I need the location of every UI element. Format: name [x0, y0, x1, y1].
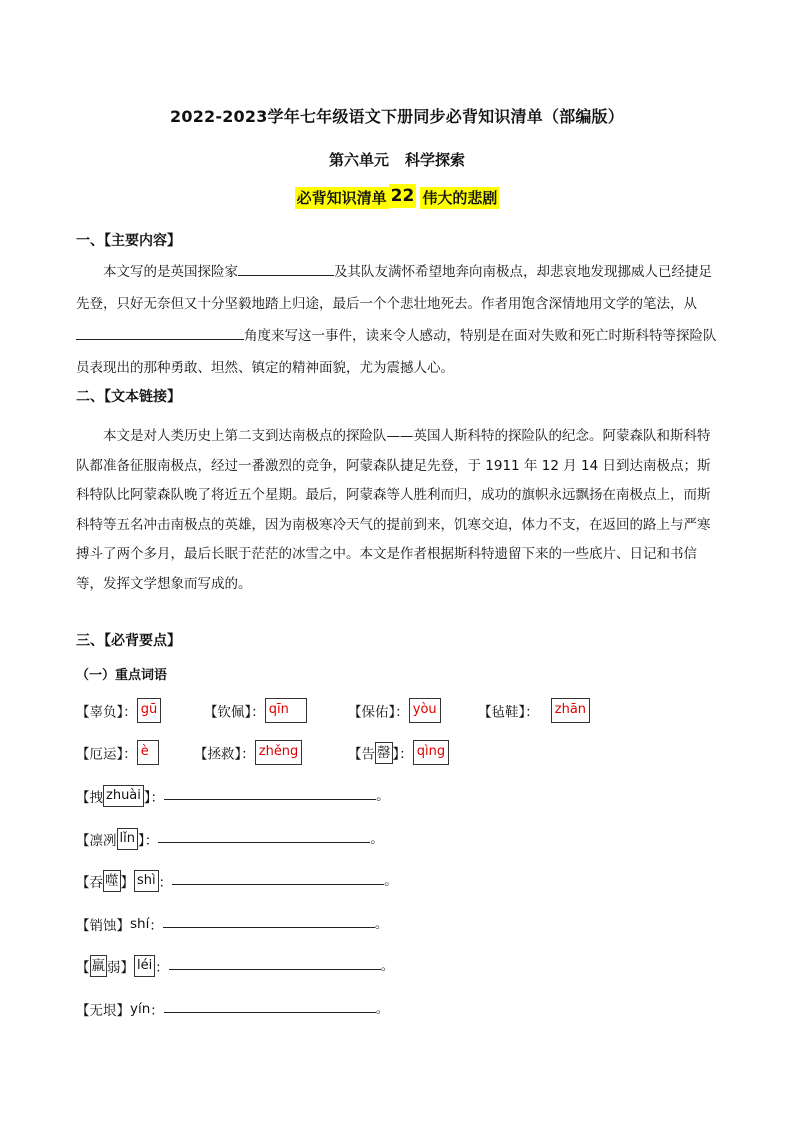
vocab-item	[76, 698, 161, 723]
text-link-body: 本文是对人类历史上第二支到达南极点的探险队——英国人斯科特的探险队的纪念。阿蒙森队和斯科特队都准备征服南极点，经过一番激烈的竞争，阿蒙森队捷足先登，于 1911 年 12 月 14 日到达南极点；斯科特队比阿蒙森队晚了将近五个星期。最后，阿蒙森等人胜利而归，成功的旗帜永远飘扬在南极点上，而斯科特等五名冲击南极点的英雄，因为南极寒冷天气的提前到来，饥寒交迫，体力不支，在返回的路上与严寒搏斗了两个多月，最后长眠于茫茫的冰雪之中。本文是作者根据斯科特遗留下来的一些底片、日记和书信等，发挥文学想象而写成的。	[76, 428, 711, 592]
pinyin-answer[interactable]: qìng	[413, 740, 449, 765]
vocab-item	[478, 698, 590, 723]
vocab-word: 【辜负】：	[76, 704, 137, 721]
vocab-word-end: 】：	[392, 746, 413, 763]
vocab-word: 【厄运】：	[76, 746, 137, 763]
vocab-item	[76, 740, 159, 765]
pinyin-answer[interactable]: zhěng	[255, 740, 303, 765]
section-heading-key-points: 三、【必背要点】	[76, 633, 181, 649]
fill-end: 。	[376, 788, 390, 804]
vocab-word: 【保佑】：	[348, 704, 409, 721]
pinyin-answer[interactable]: zhān	[551, 698, 590, 723]
fill-row	[76, 784, 390, 810]
document-title: 2022-2023学年七年级语文下册同步必背知识清单（部编版）	[170, 107, 624, 126]
pinyin-answer[interactable]: yòu	[409, 698, 441, 723]
pinyin-answer[interactable]: qīn	[265, 698, 307, 723]
fill-word: 【	[76, 960, 90, 976]
definition-blank[interactable]	[169, 957, 381, 970]
fill-bracket: 】	[120, 875, 134, 891]
vocab-item	[194, 740, 302, 765]
fill-end: 。	[375, 1001, 390, 1017]
definition-blank[interactable]	[172, 872, 384, 885]
fill-end: 。	[384, 873, 398, 889]
fill-colon: ：	[149, 918, 163, 934]
vocab-item	[348, 740, 449, 765]
unit-name: 科学探索	[405, 151, 466, 169]
fill-word: 【无垠】	[76, 1003, 130, 1019]
fill-row	[76, 997, 389, 1023]
blank-angle[interactable]	[76, 325, 244, 340]
boxed-char: 羸	[90, 955, 108, 977]
unit-label: 第六单元	[328, 151, 389, 169]
para-text-b: 及其队友满怀希望地奔向南极点，却悲哀地发现挪威人已经捷足先登，只好无奈但又十分坚毅地踏上归途，最后一个个悲壮地死去。作者用饱含深情地用文学的笔法，从	[76, 264, 712, 312]
fill-colon: 】：	[143, 790, 165, 806]
vocab-word: 【毡鞋】：	[478, 704, 539, 721]
pinyin-answer[interactable]: è	[137, 740, 159, 765]
list-number: 22	[390, 186, 415, 206]
definition-blank[interactable]	[163, 915, 375, 928]
unit-title	[0, 149, 794, 170]
definition-blank[interactable]	[164, 1000, 376, 1013]
fill-colon: ：	[155, 960, 169, 976]
vocab-word: 【钦佩】：	[204, 704, 265, 721]
pinyin-box: lǐn	[117, 828, 138, 850]
fill-word: 【拽	[76, 790, 103, 806]
blank-explorer[interactable]	[238, 261, 334, 276]
definition-blank[interactable]	[158, 830, 370, 843]
section-heading-main-content: 一、【主要内容】	[76, 233, 181, 249]
vocab-item	[348, 698, 441, 723]
fill-row	[76, 954, 394, 980]
lesson-name: 伟大的悲剧	[422, 189, 498, 207]
vocab-item	[204, 698, 307, 723]
pinyin-box: zhuài	[103, 785, 144, 807]
fill-row	[76, 869, 398, 895]
fill-bracket: 弱】	[107, 960, 134, 976]
pinyin-text: shí	[130, 916, 150, 932]
pinyin-answer[interactable]: gū	[137, 698, 162, 723]
fill-row	[76, 912, 388, 938]
list-title	[0, 187, 794, 208]
vocab-word: 【告	[348, 746, 375, 763]
fill-end: 。	[380, 958, 395, 974]
fill-colon: ：	[158, 875, 173, 891]
boxed-char: 罄	[375, 742, 393, 764]
para-text-a: 本文写的是英国探险家	[103, 264, 238, 280]
para-text-c: 角度来写这一事件，读来令人感动，特别是在面对失败和死亡时斯科特等探险队员表现出的那种勇敢、坦然、镇定的精神面貌，尤为震撼人心。	[76, 328, 717, 376]
subsection-key-words: （一）重点词语	[76, 668, 168, 683]
fill-colon: 】：	[137, 833, 159, 849]
fill-end: 。	[370, 831, 384, 847]
text-link-paragraph	[76, 422, 722, 599]
list-prefix: 必背知识清单	[296, 189, 387, 207]
fill-row	[76, 827, 384, 853]
definition-blank[interactable]	[164, 787, 376, 800]
fill-colon: ：	[150, 1003, 164, 1019]
fill-word: 【销蚀】	[76, 918, 130, 934]
fill-end: 。	[374, 916, 389, 932]
pinyin-text: yín	[130, 1001, 151, 1017]
main-content-paragraph	[76, 256, 722, 384]
fill-word: 【凛冽	[76, 833, 117, 849]
fill-word: 【吞	[76, 875, 103, 891]
pinyin-box: léi	[134, 955, 155, 977]
vocab-word: 【拯救】：	[194, 746, 255, 763]
pinyin-box: shì	[134, 870, 159, 892]
boxed-char: 噬	[103, 870, 121, 892]
section-heading-text-link: 二、【文本链接】	[76, 389, 181, 405]
